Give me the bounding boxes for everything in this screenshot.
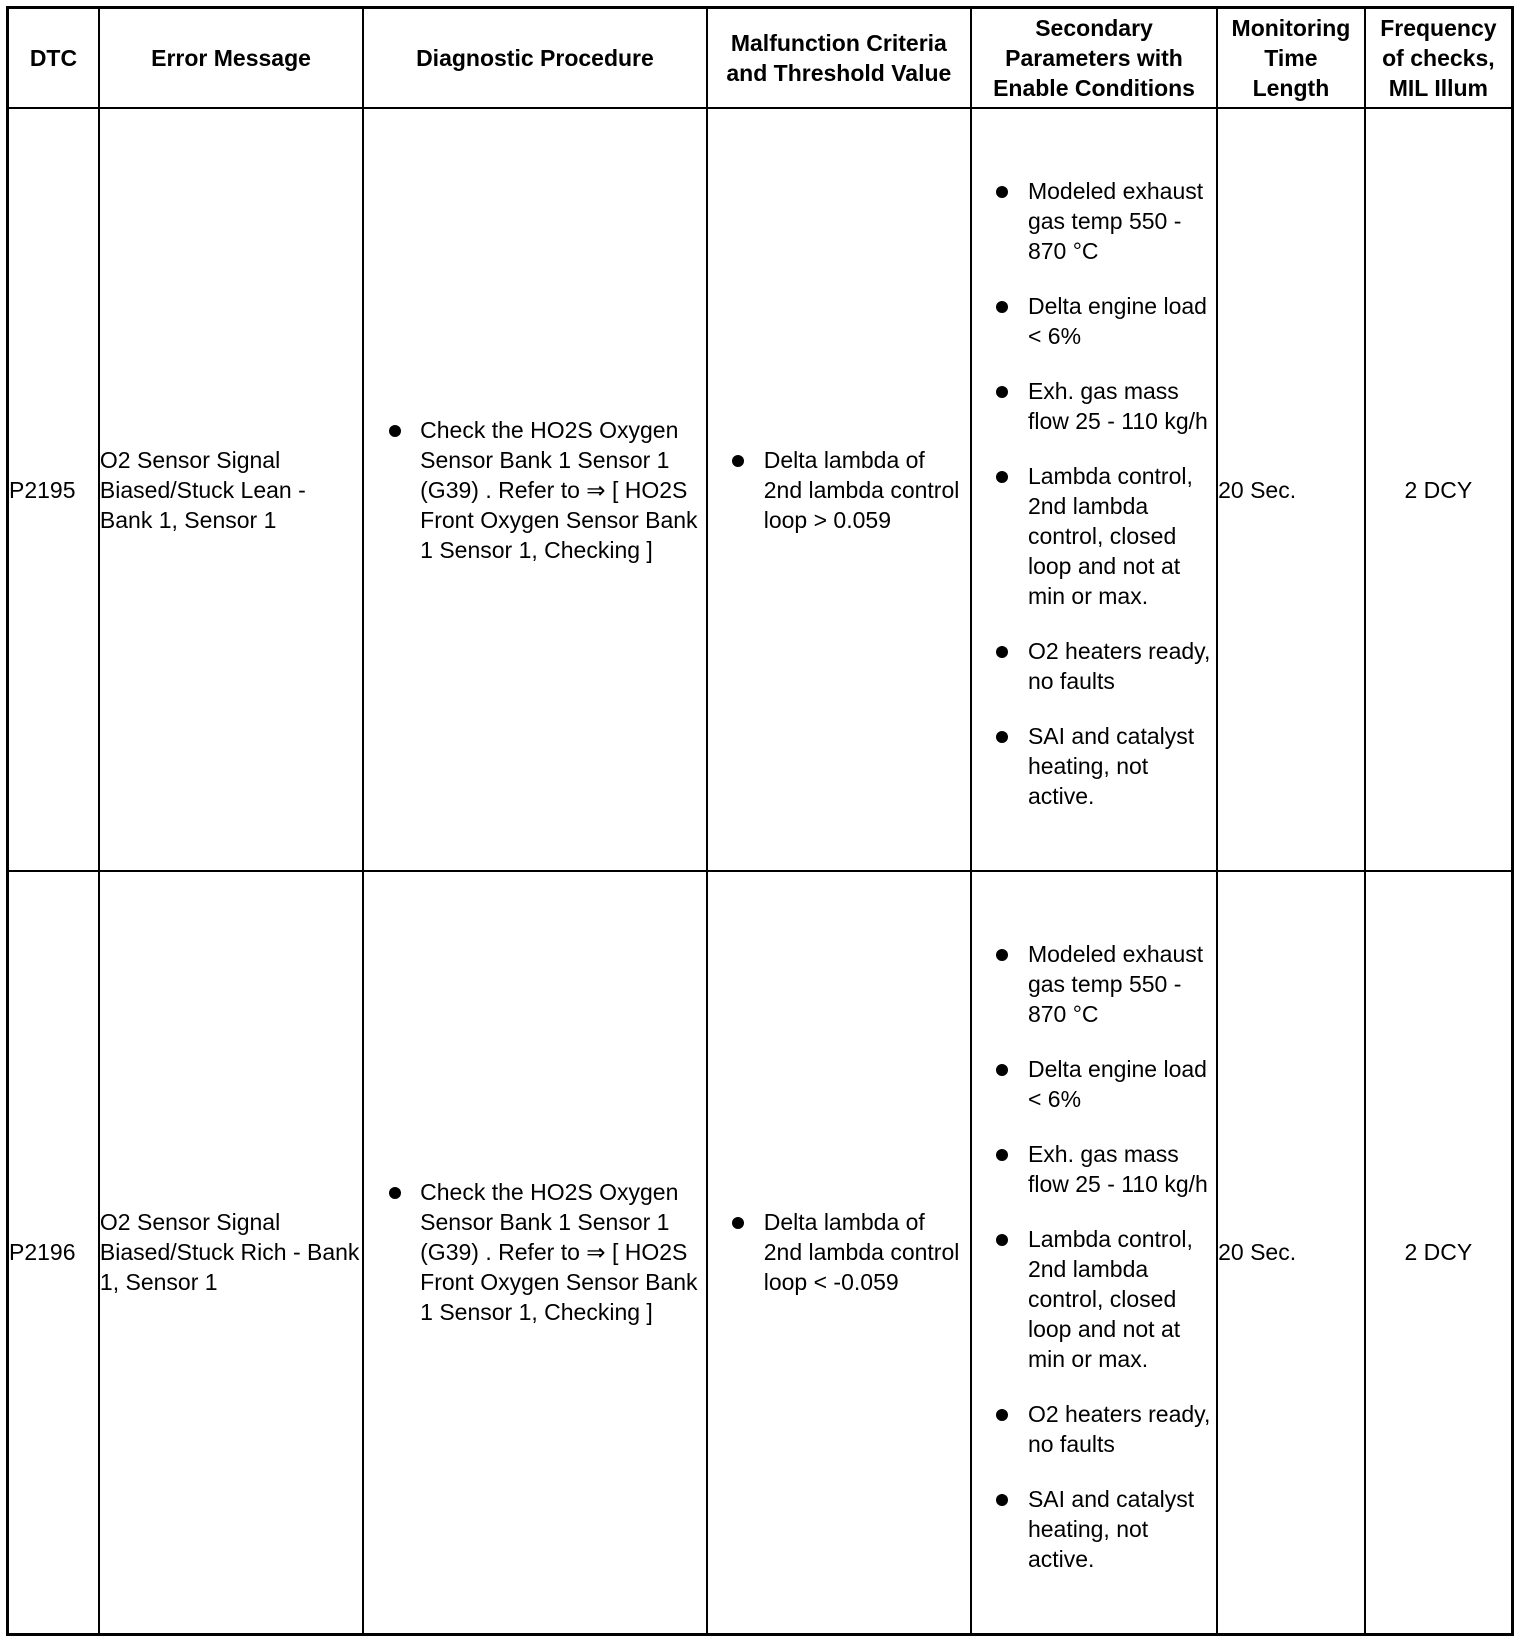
bullet-icon — [996, 301, 1008, 313]
bullet-icon — [996, 471, 1008, 483]
dtc-code: P2196 — [8, 871, 99, 1634]
list-item — [364, 1177, 706, 1327]
criteria-text: Delta lambda of 2nd lambda control loop < -0.059 — [763, 1209, 960, 1296]
secondary-text: Exh. gas mass flow 25 - 110 kg/h — [1027, 378, 1208, 434]
bullet-icon — [996, 386, 1008, 398]
list-item — [972, 636, 1216, 696]
dtc-table — [6, 6, 1514, 1636]
monitoring-time: 20 Sec. — [1217, 108, 1365, 871]
bullet-icon — [996, 1409, 1008, 1421]
error-message: O2 Sensor Signal Biased/Stuck Rich - Bank 1, Sensor 1 — [99, 871, 363, 1634]
table-row — [8, 871, 1513, 1634]
secondary-text: SAI and catalyst heating, not active. — [1027, 1485, 1195, 1572]
malfunction-criteria — [707, 871, 971, 1634]
list-item — [364, 415, 706, 565]
list-item — [972, 376, 1216, 436]
list-item — [972, 1484, 1216, 1574]
diagnostic-procedure — [363, 871, 707, 1634]
list-item — [972, 1224, 1216, 1374]
header-diagnostic-procedure: Diagnostic Procedure — [363, 8, 707, 109]
list-item — [972, 939, 1216, 1029]
secondary-text: Delta engine load < 6% — [1027, 293, 1207, 349]
frequency: 2 DCY — [1365, 108, 1513, 871]
procedure-list — [364, 1177, 706, 1327]
diagnostic-procedure — [363, 108, 707, 871]
bullet-icon — [389, 1187, 401, 1199]
header-secondary-parameters: Secondary Parameters with Enable Conditions — [971, 8, 1217, 109]
procedure-text: Check the HO2S Oxygen Sensor Bank 1 Sensor 1 (G39) . Refer to ⇒ [ HO2S Front Oxygen Sensor Bank 1 Sensor 1, Checking ] — [420, 1179, 698, 1326]
bullet-icon — [996, 1234, 1008, 1246]
secondary-text: Modeled exhaust gas temp 550 - 870 °C — [1027, 178, 1204, 264]
list-item — [972, 1399, 1216, 1459]
monitoring-time: 20 Sec. — [1217, 871, 1365, 1634]
secondary-text: Delta engine load < 6% — [1027, 1055, 1207, 1112]
criteria-list — [708, 445, 970, 535]
header-monitoring-time: Monitoring Time Length — [1217, 8, 1365, 109]
bullet-icon — [996, 646, 1008, 658]
dtc-table-container — [6, 6, 1514, 1636]
secondary-text: O2 heaters ready, no faults — [1027, 638, 1211, 694]
header-row — [8, 8, 1513, 109]
error-message: O2 Sensor Signal Biased/Stuck Lean - Bank 1, Sensor 1 — [99, 108, 363, 871]
list-item — [972, 461, 1216, 611]
secondary-text: Modeled exhaust gas temp 550 - 870 °C — [1027, 940, 1204, 1027]
list-item — [972, 1139, 1216, 1199]
secondary-text: SAI and catalyst heating, not active. — [1027, 723, 1195, 809]
malfunction-criteria — [707, 108, 971, 871]
bullet-icon — [996, 1064, 1008, 1076]
secondary-list — [972, 931, 1216, 1574]
list-item — [708, 1207, 970, 1297]
secondary-parameters — [971, 108, 1217, 871]
bullet-icon — [996, 186, 1008, 198]
list-item — [972, 291, 1216, 351]
header-malfunction-criteria: Malfunction Criteria and Threshold Value — [707, 8, 971, 109]
criteria-list — [708, 1207, 970, 1297]
frequency: 2 DCY — [1365, 871, 1513, 1634]
bullet-icon — [732, 1217, 744, 1229]
list-item — [972, 176, 1216, 266]
criteria-text: Delta lambda of 2nd lambda control loop > 0.059 — [763, 446, 960, 533]
list-item — [972, 1054, 1216, 1114]
header-frequency: Frequency of checks, MIL Illum — [1365, 8, 1513, 109]
dtc-code: P2195 — [8, 108, 99, 871]
procedure-list — [364, 415, 706, 565]
bullet-icon — [996, 949, 1008, 961]
bullet-icon — [996, 731, 1008, 743]
list-item — [972, 721, 1216, 811]
secondary-text: Lambda control, 2nd lambda control, closed loop and not at min or max. — [1027, 463, 1193, 609]
header-dtc: DTC — [8, 8, 99, 109]
bullet-icon — [389, 425, 401, 437]
list-item — [708, 445, 970, 535]
secondary-list — [972, 168, 1216, 811]
header-error-message: Error Message — [99, 8, 363, 109]
secondary-parameters — [971, 871, 1217, 1634]
bullet-icon — [732, 455, 744, 467]
procedure-text: Check the HO2S Oxygen Sensor Bank 1 Sensor 1 (G39) . Refer to ⇒ [ HO2S Front Oxygen Sensor Bank 1 Sensor 1, Checking ] — [420, 416, 698, 563]
secondary-text: Exh. gas mass flow 25 - 110 kg/h — [1027, 1140, 1208, 1197]
secondary-text: O2 heaters ready, no faults — [1027, 1400, 1211, 1457]
table-row — [8, 108, 1513, 871]
secondary-text: Lambda control, 2nd lambda control, closed loop and not at min or max. — [1027, 1225, 1193, 1372]
bullet-icon — [996, 1494, 1008, 1506]
bullet-icon — [996, 1149, 1008, 1161]
